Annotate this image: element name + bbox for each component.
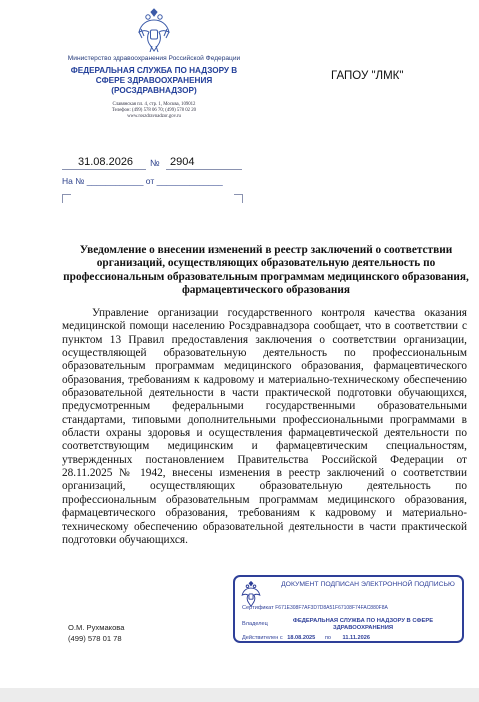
executor-phone: (499) 578 01 78 xyxy=(68,634,122,643)
validity-label: Действителен с xyxy=(242,635,283,641)
date-underline xyxy=(62,169,146,170)
stamp-title: ДОКУМЕНТ ПОДПИСАН ЭЛЕКТРОННОЙ ПОДПИСЬЮ xyxy=(281,581,455,588)
letterhead-contacts xyxy=(56,102,252,120)
validity-from: 18.08.2025 xyxy=(287,635,316,641)
letterhead xyxy=(56,8,252,120)
registration-date: 31.08.2026 xyxy=(78,156,134,168)
stamp-owner-label: Владелец xyxy=(242,621,268,627)
validity-to-label: по xyxy=(324,635,331,641)
document-title: Уведомление о внесении изменений в реестр заключений о соответствии организаций, осуществляющих образовательную деятельность по профессиональным образовательным программам медицинского образования, фармацевтического образования xyxy=(63,244,469,297)
addressee: ГАПОУ "ЛМК" xyxy=(331,70,404,82)
certificate-value: F671E308F7AF3D7D8A51F67108F74FAC880F8A xyxy=(275,605,388,611)
validity-to: 11.11.2026 xyxy=(342,635,370,641)
phone: Телефон: (499) 578 06 70; (499) 578 02 20 xyxy=(111,108,197,113)
address: Славянская пл. 4, стр. 1, Москва, 109012 xyxy=(112,102,196,107)
executor-name: О.М. Рухмакова xyxy=(68,623,125,632)
stamp-validity-row xyxy=(242,635,370,642)
number-underline xyxy=(166,169,242,170)
ministry-name: Министерство здравоохранения Российской Федерации xyxy=(67,55,241,62)
registration-number: 2904 xyxy=(170,156,195,168)
reference-line: На № ____________ от ______________ xyxy=(62,176,223,186)
executor-block xyxy=(68,622,124,644)
double-headed-eagle-emblem-icon xyxy=(137,8,171,54)
address-corner-right xyxy=(234,194,243,203)
website: www.roszdravnadzor.gov.ru xyxy=(127,114,181,119)
stamp-owner-value: ФЕДЕРАЛЬНАЯ СЛУЖБА ПО НАДЗОРУ В СФЕРЕ ЗДРАВООХРАНЕНИЯ xyxy=(292,618,434,631)
service-name: ФЕДЕРАЛЬНАЯ СЛУЖБА ПО НАДЗОРУ В СФЕРЕ ЗДРАВООХРАНЕНИЯ (РОСЗДРАВНАДЗОР) xyxy=(70,66,238,95)
document-body: Управление организации государственного контроля качества оказания медицинской помощи населению Росздравнадзора сообщает, что в соответствии с пунктом 13 Правил предоставления заключения о соответствии организации, осуществляющей образовательную деятельность по профессиональным образовательным программам медицинского образования, фармацевтического образования, требованиям к кадровому и материально-техническому обеспечению образовательной деятельности в части практической подготовки обучающихся, предусмотренным федеральными государственными образовательными стандартами, типовыми дополнительными профессиональными программами в области охраны здоровья и осуществления фармацевтической деятельности по соответствующим медицинским и фармацевтическим специальностям, утвержденных постановлением Правительства Российской Федерации от 28.11.2025 № 1942, внесены изменения в реестр заключений о соответствии организаций, осуществляющих образовательную деятельность по профессиональным образовательным программам медицинского образования, фармацевтического образования, требованиям к кадровому и материально-техническому обеспечению образовательной деятельности в части практической подготовки обучающихся. xyxy=(62,307,467,546)
stamp-certificate-row xyxy=(242,605,388,612)
double-headed-eagle-emblem-icon xyxy=(241,581,261,608)
certificate-label: Сертификат xyxy=(242,605,274,611)
address-corner-left xyxy=(62,194,71,203)
electronic-signature-stamp xyxy=(233,575,464,643)
registration-number-label: № xyxy=(150,158,160,168)
